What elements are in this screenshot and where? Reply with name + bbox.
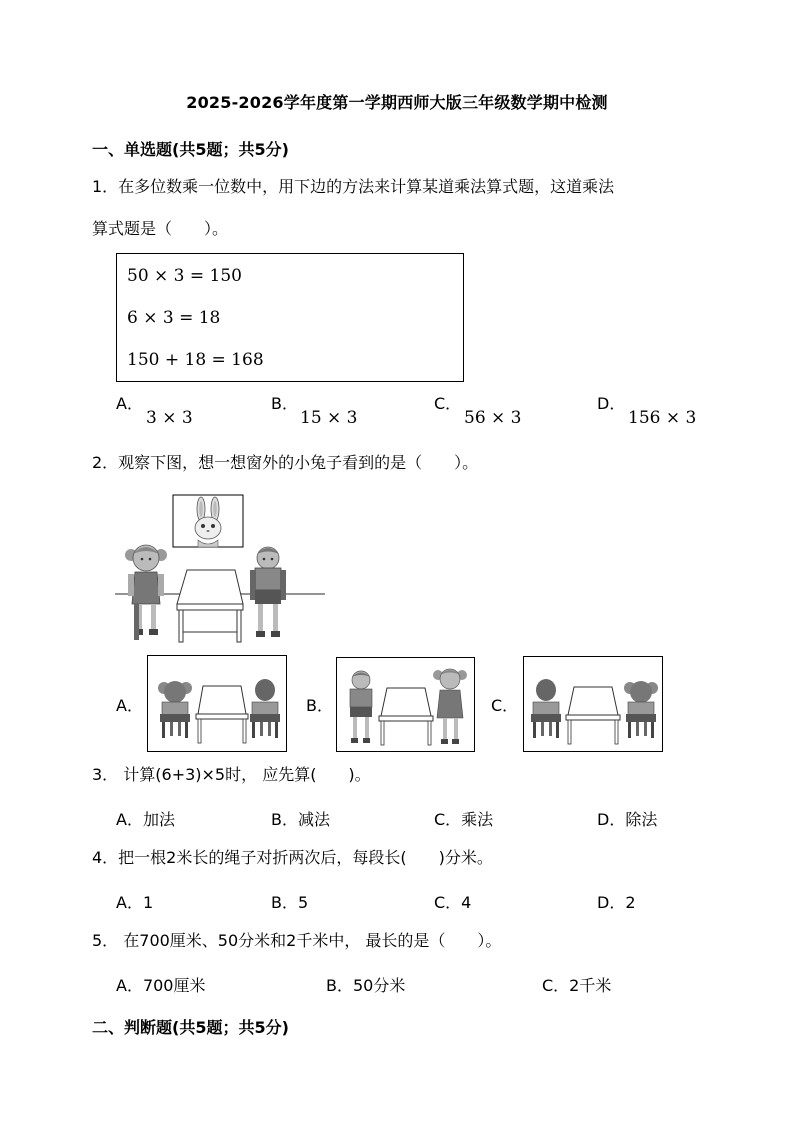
q1-option-d-value: 156 × 3 [628,408,697,428]
q3-option-c[interactable]: C．乘法 [434,810,494,829]
q5-option-c[interactable]: C．2千米 [542,976,612,995]
section-heading-single-choice: 一、单选题(共5题；共5分) [92,140,289,159]
calc-step-2: 6 × 3 = 18 [127,308,221,328]
question-2-text: 2．观察下图，想一想窗外的小兔子看到的是（ ）。 [92,453,479,472]
q5-option-b[interactable]: B．50分米 [326,976,406,995]
girl-figure [125,545,167,640]
q4-option-b[interactable]: B．5 [271,893,309,912]
boy-figure [250,547,286,637]
q1-option-b-value: 15 × 3 [300,408,358,428]
q1-option-c-label[interactable]: C． [434,394,462,413]
q4-option-c[interactable]: C．4 [434,893,472,912]
question-5-text: 5． 在700厘米、50分米和2千米中， 最长的是（ ）。 [92,931,502,950]
q2-option-a-label[interactable]: A． [116,696,143,715]
q1-option-b-label[interactable]: B． [271,394,298,413]
question-1-line-1: 1．在多位数乘一位数中，用下边的方法来计算某道乘法算式题，这道乘法 [92,177,615,196]
section-heading-true-false: 二、判断题(共5题；共5分) [92,1018,289,1037]
q2-option-c-image[interactable] [523,656,663,752]
question-1-line-2: 算式题是（ ）。 [92,219,229,238]
q2-option-a-image[interactable] [147,655,287,752]
page-title: 2025-2026学年度第一学期西师大版三年级数学期中检测 [186,93,608,112]
table-figure [177,570,243,642]
calculation-box [116,253,464,382]
q2-option-b-image[interactable] [336,657,475,752]
classroom-scene-illustration [115,492,330,644]
calc-step-3: 150 + 18 = 168 [127,350,264,370]
q1-option-d-label[interactable]: D． [597,394,626,413]
q3-option-b[interactable]: B．减法 [271,810,330,829]
q3-option-a[interactable]: A．加法 [116,810,175,829]
question-4-text: 4．把一根2米长的绳子对折两次后，每段长( )分米。 [92,848,493,867]
q2-option-c-label[interactable]: C． [491,696,519,715]
q1-option-a-value: 3 × 3 [146,408,193,428]
q5-option-a[interactable]: A．700厘米 [116,976,206,995]
q1-option-a-label[interactable]: A． [116,394,143,413]
q1-option-c-value: 56 × 3 [464,408,522,428]
calc-step-1: 50 × 3 = 150 [127,266,242,286]
q4-option-d[interactable]: D．2 [597,893,636,912]
question-3-text: 3． 计算(6+3)×5时， 应先算( )。 [92,765,371,784]
q2-option-b-label[interactable]: B． [306,696,333,715]
q4-option-a[interactable]: A．1 [116,893,154,912]
q3-option-d[interactable]: D．除法 [597,810,658,829]
